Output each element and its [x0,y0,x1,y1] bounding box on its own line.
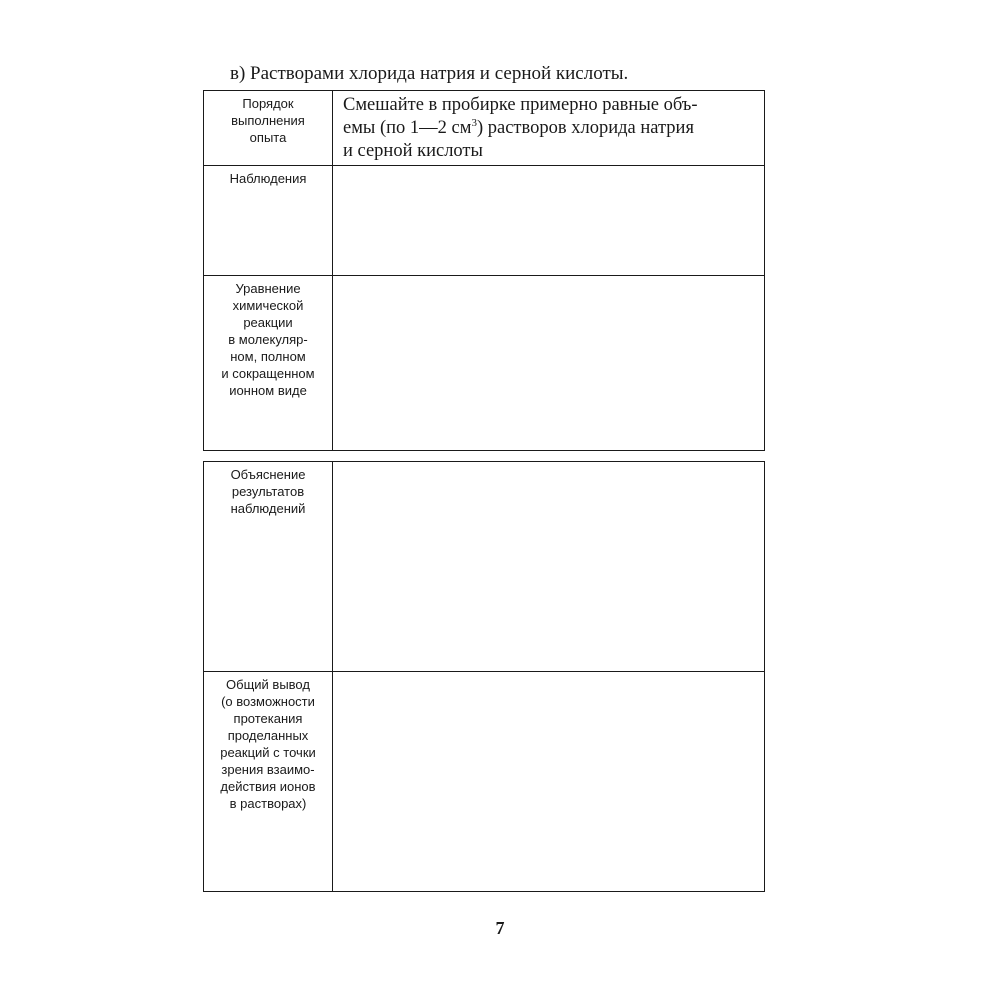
label-cell-equation [204,276,333,451]
instruction-line-3: и серной кислоты [343,141,483,161]
row-equation [204,276,765,451]
answer-field-equation[interactable] [333,276,765,451]
label-cell-procedure [204,91,333,166]
row-procedure [204,91,765,166]
label-cell-conclusion [204,672,333,892]
label-procedure: Порядок выполнения опыта [231,96,305,145]
label-cell-explanation [204,462,333,672]
page-number: 7 [495,918,505,938]
answer-field-conclusion[interactable] [333,672,765,892]
label-equation: Уравнение химической реакции в молекуляр- ном, полном и сокращенном ионном виде [221,281,315,398]
instruction-cell [333,91,765,166]
section-heading: в) Растворами хлорида натрия и серной кислоты. [230,63,629,84]
label-cell-observations [204,166,333,276]
label-observations: Наблюдения [229,171,307,186]
label-conclusion: Общий вывод (о возможности протекания проделанных реакций с точки зрения взаимо- действия ионов в растворах) [220,677,316,811]
row-explanation [204,462,765,672]
answer-field-explanation[interactable] [333,462,765,672]
row-conclusion [204,672,765,892]
instruction-line-2b: ) растворов хлорида натрия [476,118,694,138]
row-observations [204,166,765,276]
instruction-superscript: 3 [471,116,477,129]
label-explanation: Объяснение результатов наблюдений [230,467,306,516]
worksheet-table-1 [203,90,765,451]
procedure-instruction [333,91,764,163]
instruction-line-1: Смешайте в пробирке примерно равные объ- [343,95,698,115]
answer-field-observations[interactable] [333,166,765,276]
instruction-line-2a: емы (по 1—2 см [343,118,472,138]
worksheet-table-2 [203,461,765,892]
